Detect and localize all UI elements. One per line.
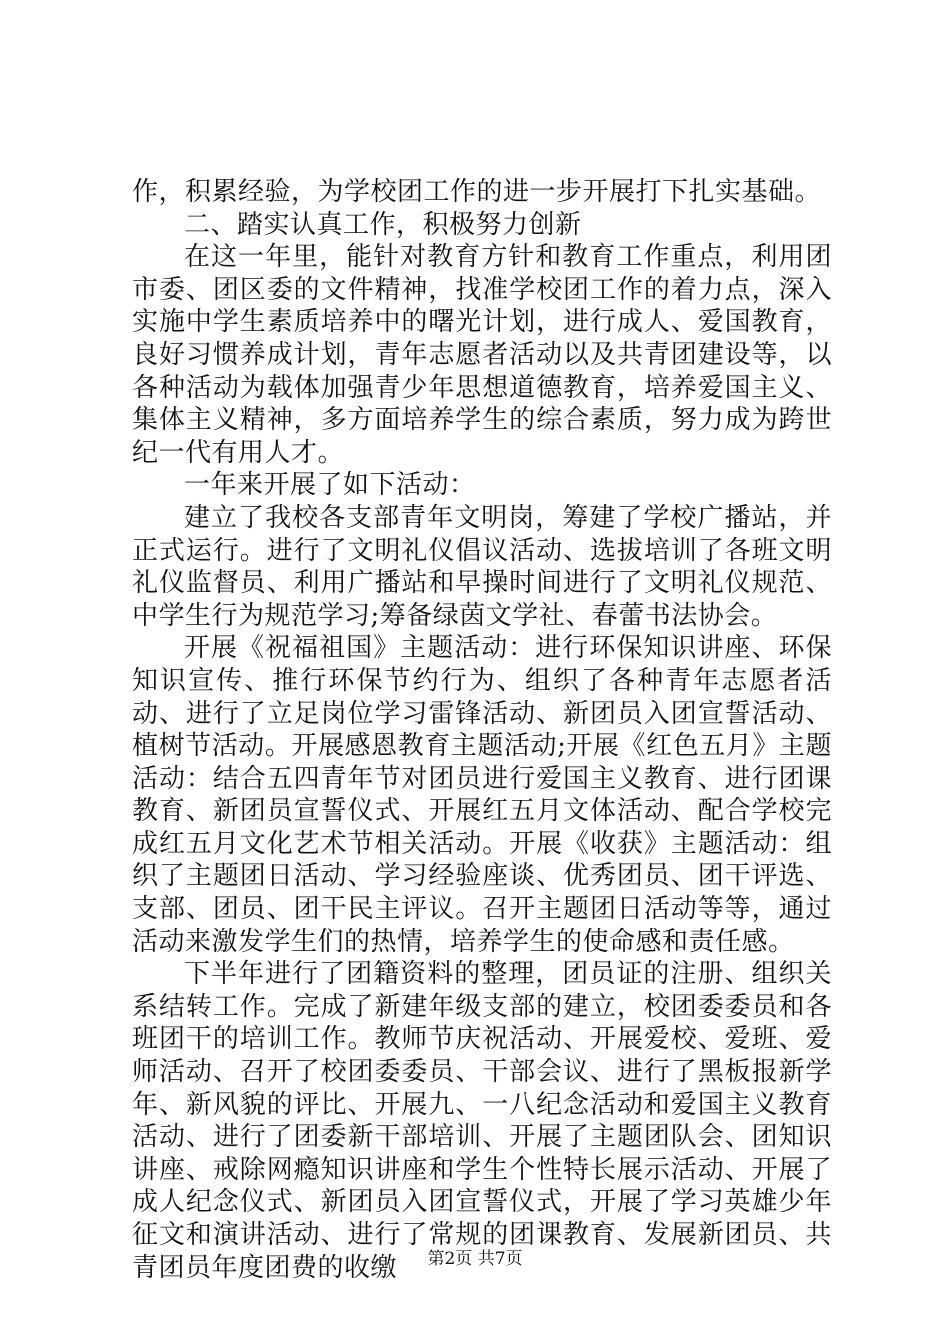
paragraph: 建立了我校各支部青年文明岗，筹建了学校广播站，并正式运行。进行了文明礼仪倡议活动、选拔培训了各班文明礼仪监督员、利用广播站和早操时间进行了文明礼仪规范、中学生行为规范学习;筹备绿茵文学社、春蕾书法协会。 (132, 502, 832, 631)
paragraph: 开展《祝福祖国》主题活动：进行环保知识讲座、环保知识宣传、推行环保节约行为、组织了各种青年志愿者活动、进行了立足岗位学习雷锋活动、新团员入团宣誓活动、植树节活动。开展感恩教育主题活动;开展《红色五月》主题活动：结合五四青年节对团员进行爱国主义教育、进行团课教育、新团员宣誓仪式、开展红五月文体活动、配合学校完成红五月文化艺术节相关活动。开展《收获》主题活动：组织了主题团日活动、学习经验座谈、优秀团员、团干评选、支部、团员、团干民主评议。召开主题团日活动等等，通过活动来激发学生们的热情，培养学生的使命感和责任感。 (132, 633, 832, 957)
section-heading: 二、踏实认真工作，积极努力创新 (184, 209, 582, 240)
document-body (132, 176, 832, 1284)
paragraph: 一年来开展了如下活动： (184, 470, 476, 501)
paragraph: 下半年进行了团籍资料的整理，团员证的注册、组织关系结转工作。完成了新建年级支部的建立，校团委委员和各班团干的培训工作。教师节庆祝活动、开展爱校、爱班、爱师活动、召开了校团委委员、干部会议、进行了黑板报新学年、新风貌的评比、开展九、一八纪念活动和爱国主义教育活动、进行了团委新干部培训、开展了主题团队会、团知识讲座、戒除网瘾知识讲座和学生个性特长展示活动、开展了成人纪念仪式、新团员入团宣誓仪式，开展了学习英雄少年征文和演讲活动、进行了常规的团课教育、发展新团员、共青团员年度团费的收缴 (132, 959, 832, 1283)
paragraph-continuation: 作，积累经验，为学校团工作的进一步开展打下扎实基础。 (132, 177, 822, 207)
paragraph: 在这一年里，能针对教育方针和教育工作重点，利用团市委、团区委的文件精神，找准学校团工作的着力点，深入实施中学生素质培养中的曙光计划，进行成人、爱国教育，良好习惯养成计划，青年志愿者活动以及共青团建设等，以各种活动为载体加强青少年思想道德教育，培养爱国主义、集体主义精神，多方面培养学生的综合素质，努力成为跨世纪一代有用人才。 (132, 242, 832, 468)
page-footer: 第2页 共7页 (427, 1249, 523, 1269)
